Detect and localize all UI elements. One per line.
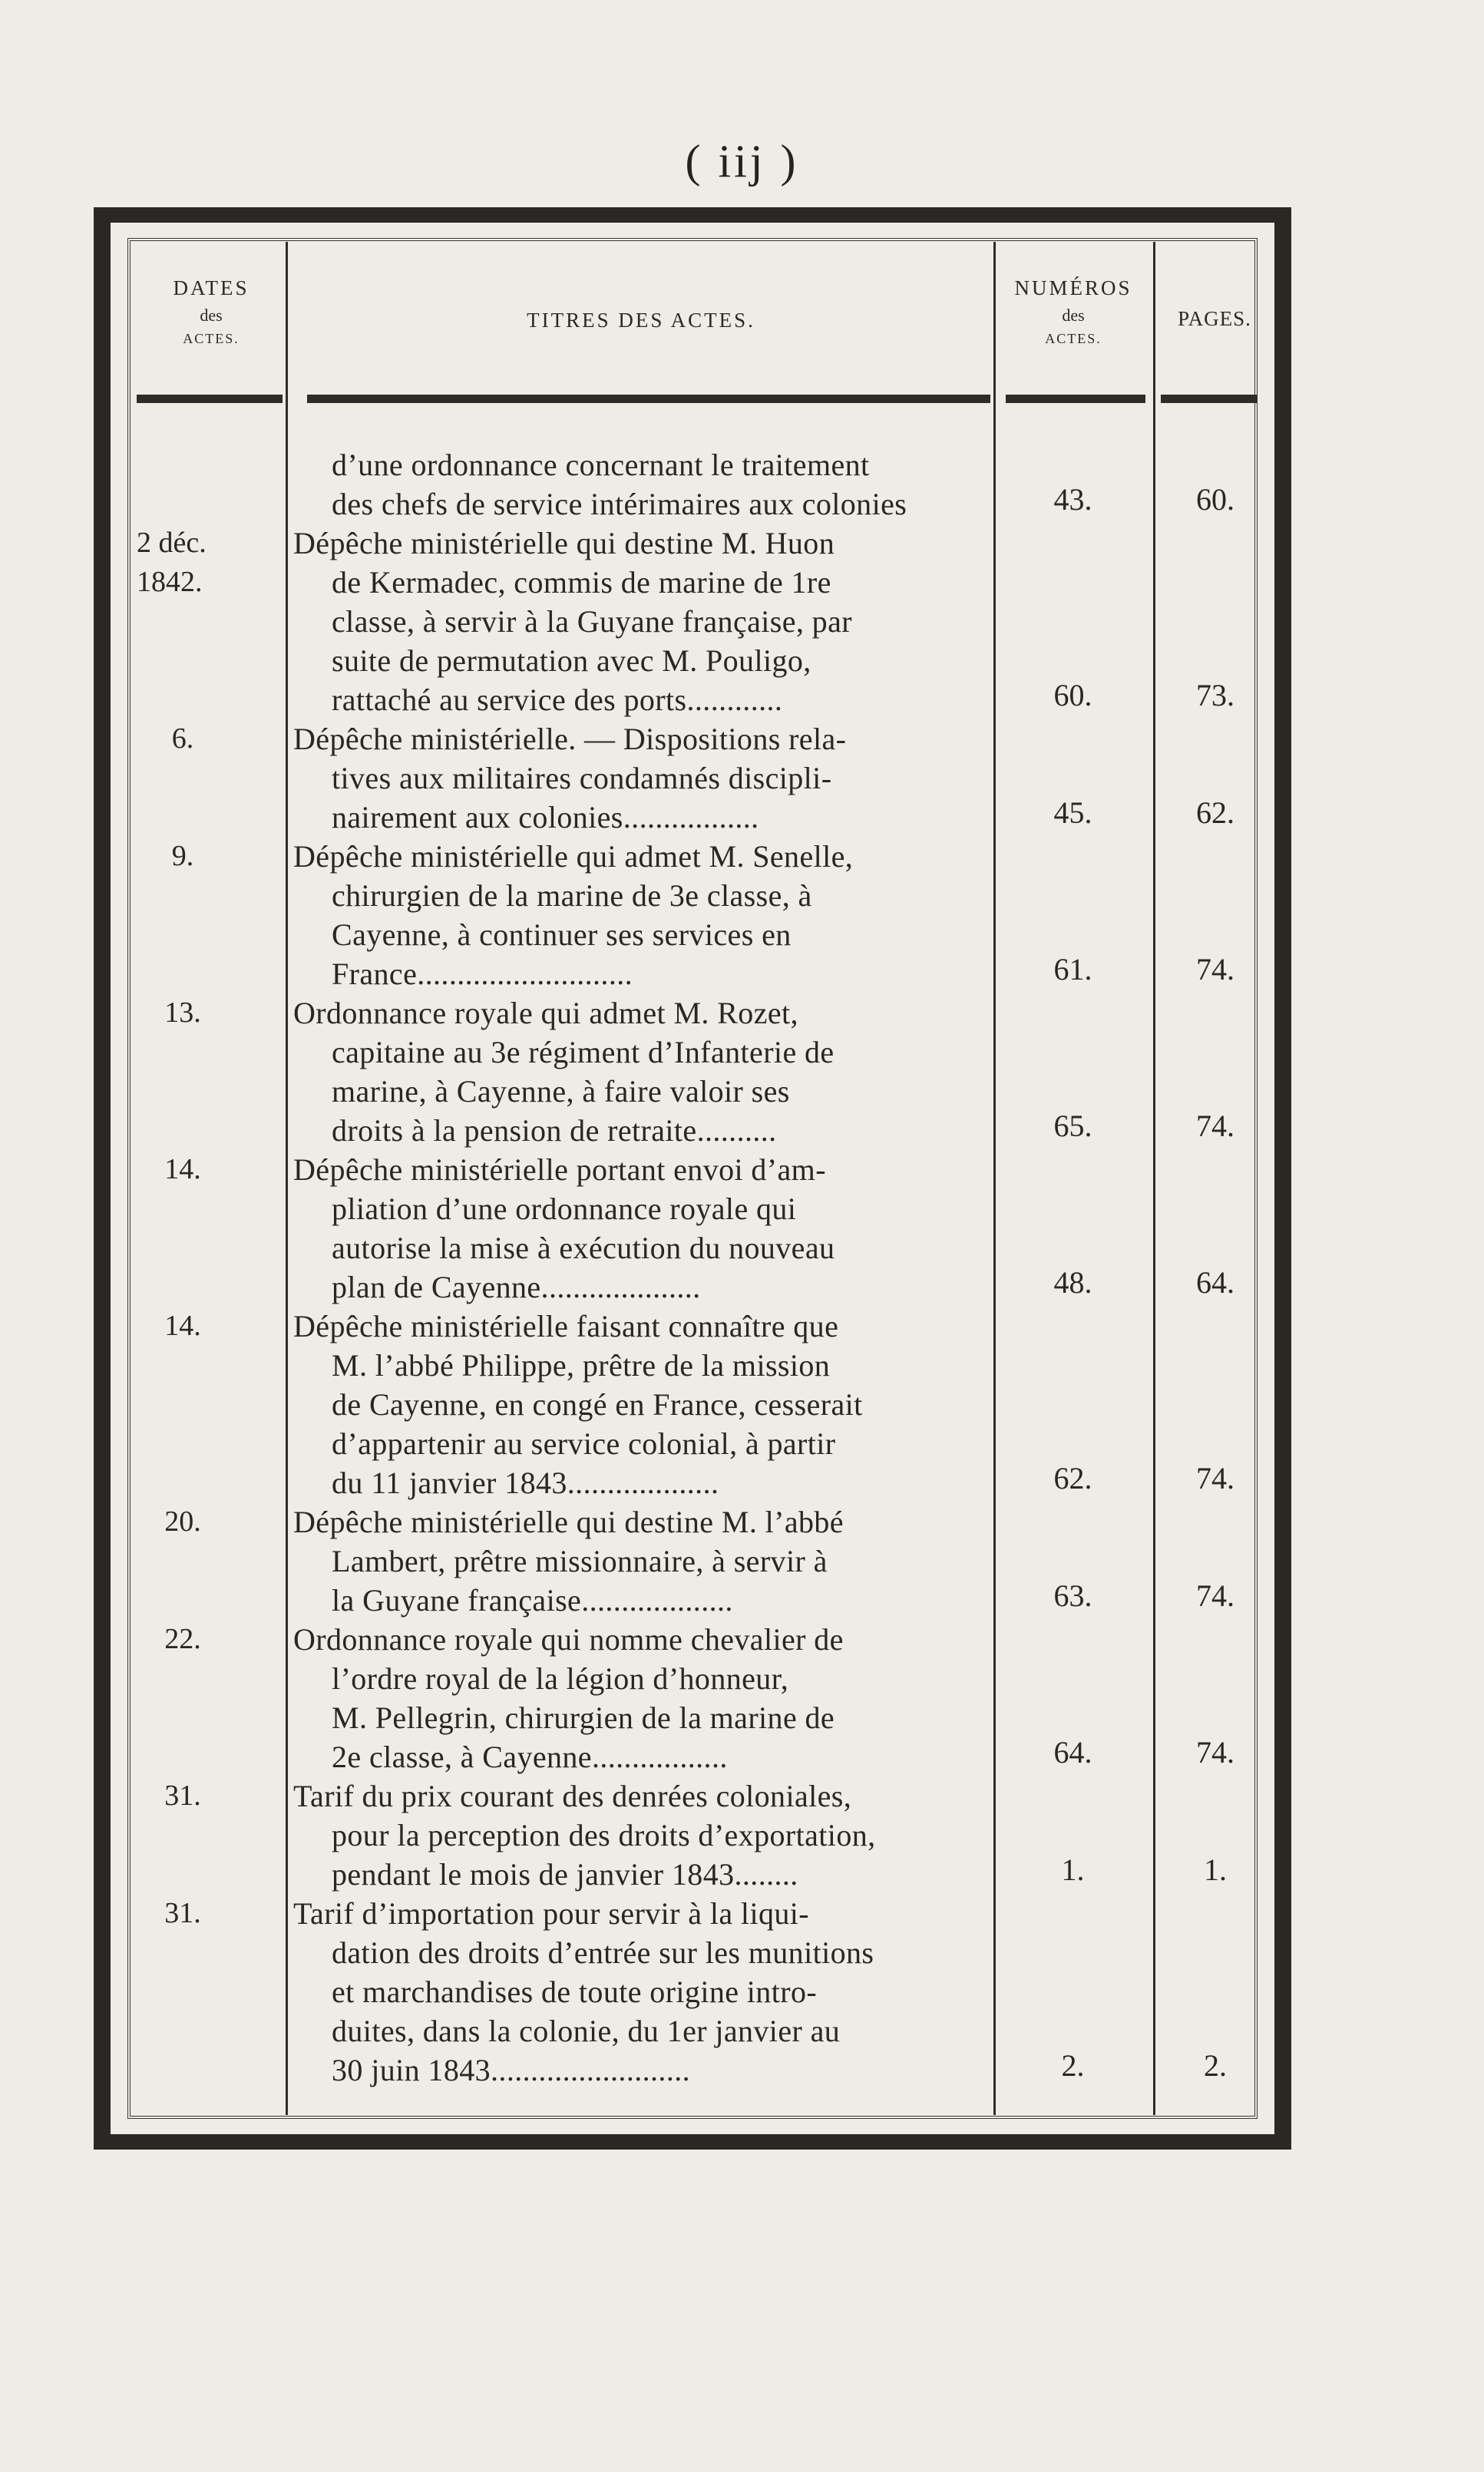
- entry-title-line: du 11 janvier 1843...................: [332, 1466, 719, 1500]
- entry-title-line: Dépêche ministérielle faisant connaître que: [293, 1309, 839, 1343]
- header-rule-pages: [1161, 395, 1258, 403]
- entry-date: 31.: [164, 1780, 201, 1812]
- entry-title-line: Dépêche ministérielle qui destine M. Huon: [293, 526, 835, 560]
- header-dates-line-2: des: [200, 306, 223, 325]
- entry-page: 2.: [1204, 2048, 1227, 2083]
- entry-title-line: des chefs de service intérimaires aux colonies: [332, 487, 907, 521]
- header-numeros-line-3: ACTES.: [1045, 331, 1102, 346]
- entry-page: 74.: [1196, 1461, 1234, 1495]
- entry-title-line: suite de permutation avec M. Pouligo,: [332, 643, 811, 678]
- entry-date: 14.: [164, 1310, 201, 1342]
- header-numeros-line-2: des: [1062, 306, 1085, 325]
- entry-page: 64.: [1196, 1265, 1234, 1300]
- entry-title-line: d’appartenir au service colonial, à partir: [332, 1426, 836, 1461]
- entry-date: 13.: [164, 996, 201, 1029]
- entry-title-line: Lambert, prêtre missionnaire, à servir à: [332, 1544, 828, 1578]
- entry-number: 2.: [1061, 2048, 1085, 2083]
- entry-number: 1.: [1061, 1852, 1085, 1887]
- entry-date: 22.: [164, 1623, 201, 1655]
- page-number: ( iij ): [685, 136, 799, 187]
- entry-title-line: Tarif d’importation pour servir à la liqui-: [293, 1896, 809, 1931]
- header-dates: [138, 276, 284, 347]
- entry-title-line: 2e classe, à Cayenne.................: [332, 1740, 728, 1774]
- entry-date: 31.: [164, 1897, 201, 1929]
- entry-number: 60.: [1053, 678, 1092, 712]
- entry-page: 1.: [1204, 1852, 1227, 1887]
- header-numeros: [996, 276, 1150, 347]
- header-dates-line-3: ACTES.: [183, 331, 240, 346]
- entry-title-line: capitaine au 3e régiment d’Infanterie de: [332, 1035, 835, 1069]
- entry-number: 61.: [1053, 952, 1092, 986]
- header-titres: [292, 309, 990, 332]
- entry-title-line: M. Pellegrin, chirurgien de la marine de: [332, 1700, 835, 1735]
- entry-title-line: chirurgien de la marine de 3e classe, à: [332, 878, 812, 913]
- entry-title-line: Tarif du prix courant des denrées coloniales,: [293, 1779, 852, 1813]
- entry-title-line: France...........................: [332, 957, 633, 991]
- entry-title-line: Dépêche ministérielle portant envoi d’am-: [293, 1152, 826, 1187]
- entry-title-line: pour la perception des droits d’exportation,: [332, 1818, 876, 1852]
- entry-title-line: la Guyane française...................: [332, 1583, 733, 1618]
- entry-date: 9.: [171, 840, 194, 872]
- entry-title-line: Ordonnance royale qui nomme chevalier de: [293, 1622, 844, 1657]
- entry-title-line: et marchandises de toute origine intro-: [332, 1975, 818, 2009]
- header-numeros-line-1: NUMÉROS: [1014, 276, 1132, 299]
- entry-page: 60.: [1196, 482, 1234, 517]
- entry-page: 74.: [1196, 952, 1234, 986]
- entry-date: 14.: [164, 1153, 201, 1185]
- entry-title-line: plan de Cayenne....................: [332, 1270, 701, 1304]
- entry-number: 64.: [1053, 1735, 1092, 1770]
- entry-title-line: de Kermadec, commis de marine de 1re: [332, 565, 831, 600]
- entry-page: 74.: [1196, 1735, 1234, 1770]
- header-rule-titres: [307, 395, 990, 403]
- entry-title-line: classe, à servir à la Guyane française, par: [332, 604, 852, 639]
- entry-title-line: pendant le mois de janvier 1843........: [332, 1857, 798, 1892]
- header-rule-numeros: [1006, 395, 1145, 403]
- entry-number: 65.: [1053, 1109, 1092, 1143]
- entry-title-line: 30 juin 1843.........................: [332, 2053, 691, 2087]
- header-rule-dates: [137, 395, 283, 403]
- header-pages: [1156, 307, 1273, 331]
- column-divider-numeros: [1153, 242, 1155, 2115]
- entry-page: 74.: [1196, 1578, 1234, 1613]
- entry-title-line: droits à la pension de retraite..........: [332, 1113, 777, 1148]
- entry-title-line: Ordonnance royale qui admet M. Rozet,: [293, 996, 798, 1030]
- entry-title-line: dation des droits d’entrée sur les munitions: [332, 1935, 874, 1970]
- header-dates-line-1: DATES: [173, 276, 250, 299]
- entry-number: 45.: [1053, 795, 1092, 830]
- entry-number: 43.: [1053, 482, 1092, 517]
- entry-title-line: duites, dans la colonie, du 1er janvier au: [332, 2014, 841, 2048]
- entry-title-line: M. l’abbé Philippe, prêtre de la mission: [332, 1348, 831, 1383]
- entry-date: 6.: [171, 722, 194, 755]
- entry-title-line: nairement aux colonies.................: [332, 800, 759, 834]
- column-divider-dates: [286, 242, 288, 2115]
- entry-date: 20.: [164, 1505, 201, 1538]
- entry-title-line: de Cayenne, en congé en France, cesserait: [332, 1387, 863, 1422]
- entry-title-line: marine, à Cayenne, à faire valoir ses: [332, 1074, 790, 1109]
- entry-title-line: d’une ordonnance concernant le traitement: [332, 448, 870, 482]
- entry-date: 2 déc. 1842.: [137, 527, 207, 598]
- entry-number: 62.: [1053, 1461, 1092, 1495]
- entry-page: 62.: [1196, 795, 1234, 830]
- entry-title-line: Dépêche ministérielle qui destine M. l’abbé: [293, 1505, 844, 1539]
- entry-title-line: pliation d’une ordonnance royale qui: [332, 1191, 797, 1226]
- entry-page: 74.: [1196, 1109, 1234, 1143]
- header-pages-label: PAGES.: [1178, 307, 1251, 330]
- entry-title-line: autorise la mise à exécution du nouveau: [332, 1231, 835, 1265]
- entry-title-line: rattaché au service des ports............: [332, 682, 783, 717]
- entry-title-line: Cayenne, à continuer ses services en: [332, 917, 792, 952]
- entry-title-line: l’ordre royal de la légion d’honneur,: [332, 1661, 789, 1696]
- header-titres-label: TITRES DES ACTES.: [527, 309, 755, 332]
- entry-title-line: tives aux militaires condamnés discipli-: [332, 761, 832, 795]
- entry-page: 73.: [1196, 678, 1234, 712]
- entry-number: 48.: [1053, 1265, 1092, 1300]
- column-divider-titres: [993, 242, 996, 2115]
- entry-title-line: Dépêche ministérielle. — Dispositions rela-: [293, 722, 847, 756]
- entry-number: 63.: [1053, 1578, 1092, 1613]
- entry-title-line: Dépêche ministérielle qui admet M. Senelle,: [293, 839, 854, 874]
